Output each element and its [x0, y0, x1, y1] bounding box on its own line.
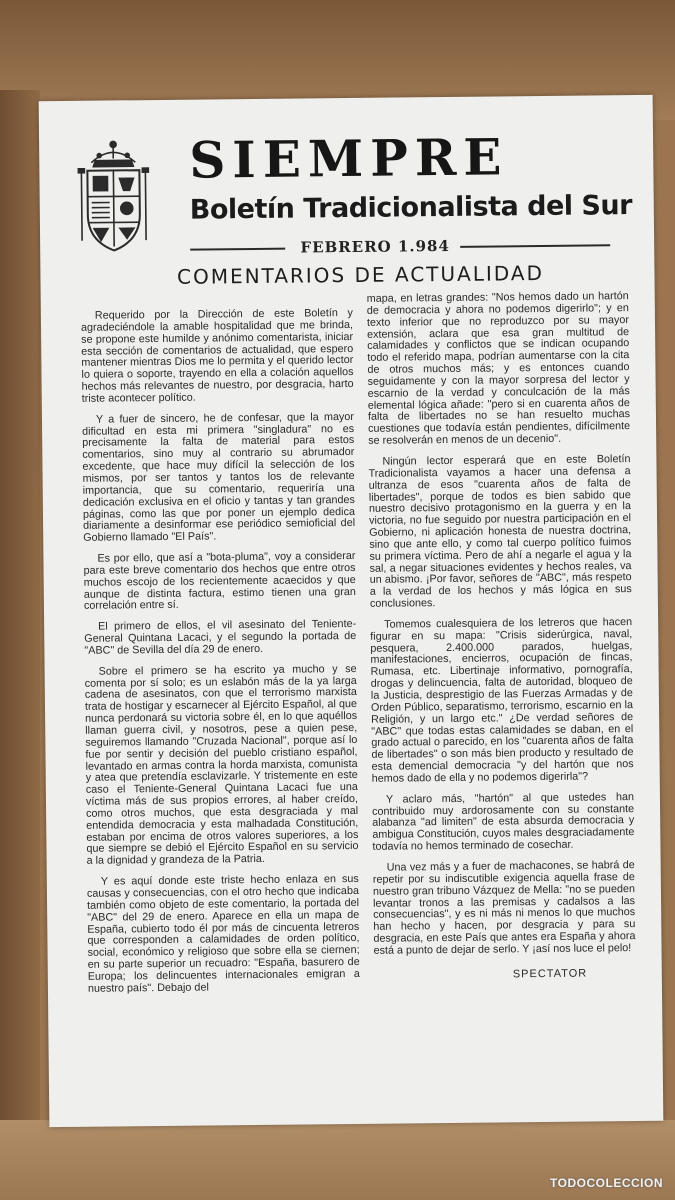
- section-title: COMENTARIOS DE ACTUALIDAD: [176, 260, 545, 289]
- article-paragraph: Una vez más y a fuer de machacones, se habrá de repetir por su indiscutible exigencia aquella frase de nuestro gran tribuno Vázquez de Mella: "no se pueden levantar tronos a las premisas y cadalsos a las consecuencias", y es ni más ni menos lo que muchos han hecho y hacen, por desgracia y para su desgracia, en este País que antes era España y ahora está a punto de dejar de serlo. Y ¡así nos luce el pelo!: [372, 859, 636, 957]
- newsletter-subtitle: Boletín Tradicionalista del Sur: [189, 190, 633, 226]
- background-left: [0, 90, 40, 1140]
- date-line: [190, 235, 610, 257]
- article-paragraph: El primero de ellos, el vil asesinato del Teniente-General Quintana Lacaci, y el segundo la portada de "ABC" de Sevilla del día 29 de enero.: [84, 618, 357, 657]
- author-signature: SPECTATOR: [512, 967, 588, 981]
- article-column-left: [81, 308, 360, 1004]
- article-paragraph: Ningún lector esperará que en este Boletín Tradicionalista vayamos a hacer una defensa a ultranza de esos "cuarenta años de falta de libertades", porque de todos es bien sabido que nuestro decisivo protagonismo en la guerra y en la victoria, no fue seguido por nuestra participación en el Gobierno, ni aplicación honesta de nuestra doctrina, sino que ante ello, y como tal cuerpo político fuimos su primera víctima. Pero de ahí a negarle el agua y la sal, a negar situaciones evidentes y hechos reales, va un abismo. ¡Por favor, señores de "ABC", más respeto a la verdad de los hechos y más lógica en sus conclusiones.: [368, 453, 632, 610]
- article-paragraph: Requerido por la Dirección de este Boletín y agradeciéndole la amable hospitalidad que me brinda, se propone este humilde y anónimo comentarista, iniciar esta sección de comentarios de actualidad, que espero mantener mientras Dios me lo permita y el querido lector lo quiera o soporte, trayendo en ella a colación aquellos hechos más relevantes de nuestro, por desgracia, harto triste acontecer político.: [80, 306, 354, 405]
- article-paragraph: Es por ello, que así a "bota-pluma", voy a considerar para este breve comentario dos hechos que entre otros muchos escojo de los recientemente acaecidos y que aunque de distinta factura, estimo tienen una gran correlación entre sí.: [83, 549, 356, 613]
- site-watermark: TODOCOLECCION: [550, 1176, 663, 1190]
- coat-of-arms-icon: [77, 136, 150, 257]
- newsletter-title: SIEMPRE: [188, 127, 509, 190]
- issue-date: FEBRERO 1.984: [300, 236, 450, 257]
- article-paragraph: Sobre el primero se ha escrito ya mucho y se comenta por sí solo; es un eslabón más de la ya larga cadena de asesinatos, con que el terrorismo marxista trata de hostigar y escarnecer al Ejército Español, al que nunca perdonará su victoria sobre él, en lo que aquéllos llaman guerra civil, y nosotros, pese a quien pese, seguiremos llamando "Cruzada Nacional", porque así lo fue por sentir y decisión del pueblo cristiano español, levantado en armas contra la horda marxista, comunista y atea que pretendía esclavizarle. Y tristemente en este caso el Teniente-General Quintana Lacaci fue una víctima más de sus propios errores, al haber creído, como otros muchos, que esta desgraciada y mal entendida democracia y esta malhadada Constitución, estaban por encima de otros valores superiores, a los que siempre se debió el Ejército Español en su servicio a la dignidad y grandeza de la Patria.: [84, 662, 359, 868]
- article-paragraph: mapa, en letras grandes: "Nos hemos dado un hartón de democracia y ahora no podemos digerirlo"; y en texto inferior que no reproduzco por su mayor extensión, aclara que esa gran multitud de calamidades y conflictos que se indican ocupando todo el referido mapa, podrían aumentarse con la cita de otros muchos más; y es entonces cuando seguidamente y con la mayor sorpresa del lector y escarnio de la verdad y conculcación de la más elemental lógica añade: "pero si en cuarenta años de falta de libertades no se han resuelto muchas cuestiones que todavía están pendientes, difícilmente se resolverán en menos de un decenio".: [366, 290, 631, 447]
- date-rule-left: [190, 248, 285, 251]
- article-paragraph: Y es aquí donde este triste hecho enlaza en sus causas y consecuencias, con el otro hecho que indicaba también como objeto de este comentario, la portada del "ABC" del 29 de enero. Aparece en ella un mapa de España, cubierto todo él por más de cincuenta letreros que corresponden a calamidades de orden político, social, económico y religioso que sobre ella se ciernen; en su parte superior un recuadro: "España, basurero de Europa; los delincuentes internacionales emigran a nuestro país". Debajo del: [86, 873, 360, 995]
- date-rule-right: [460, 244, 610, 248]
- newsletter-page: [39, 95, 664, 1127]
- article-paragraph: Y a fuer de sincero, he de confesar, que la mayor dificultad en esta mi primera "singladura" no es precisamente la falta de material para estos comentarios, sino muy al contrario su abrumador excedente, que hace muy difícil la selección de los mismos, por ser tantos y tantos los de relevante importancia, que su comentario, requeriría una dedicación exclusiva en el oficio y tantas y tan grandes páginas, como las que por poner un ejemplo dedica diariamente a desinformar ese periódico semioficial del Gobierno llamado "El País".: [82, 410, 356, 544]
- article-paragraph: Y aclaro más, "hartón" al que ustedes han contribuido muy ardorosamente con su constante alabanza "ad limiten" de esta absurda democracia y ambigua Constitución, cuyos males desgraciadamente todavía no hemos terminado de cosechar.: [372, 790, 635, 853]
- article-paragraph: Tomemos cualesquiera de los letreros que hacen figurar en su mapa: "Crisis siderúrgica, naval, pesquera, 2.400.000 parados, huelgas, manifestaciones, encierros, ocupación de fincas, Rumasa, etc. Libertinaje informativo, pornografía, drogas y delincuencia, falta de autoridad, bloqueo de la Justicia, desprestigio de las Fuerzas Armadas y de Orden Público, separatismo, terrorismo, escarnio en la Religión, y un largo etc." ¿De verdad señores de "ABC" que todas estas calamidades se daban, en el grado actual o parecido, en los "cuarenta años de falta de libertades" o son más bien producto y resultado de esta demencial democracia "y del hartón que nos hemos dado de ella y no podemos digerirla"?: [370, 615, 634, 785]
- article-column-right: [367, 291, 636, 966]
